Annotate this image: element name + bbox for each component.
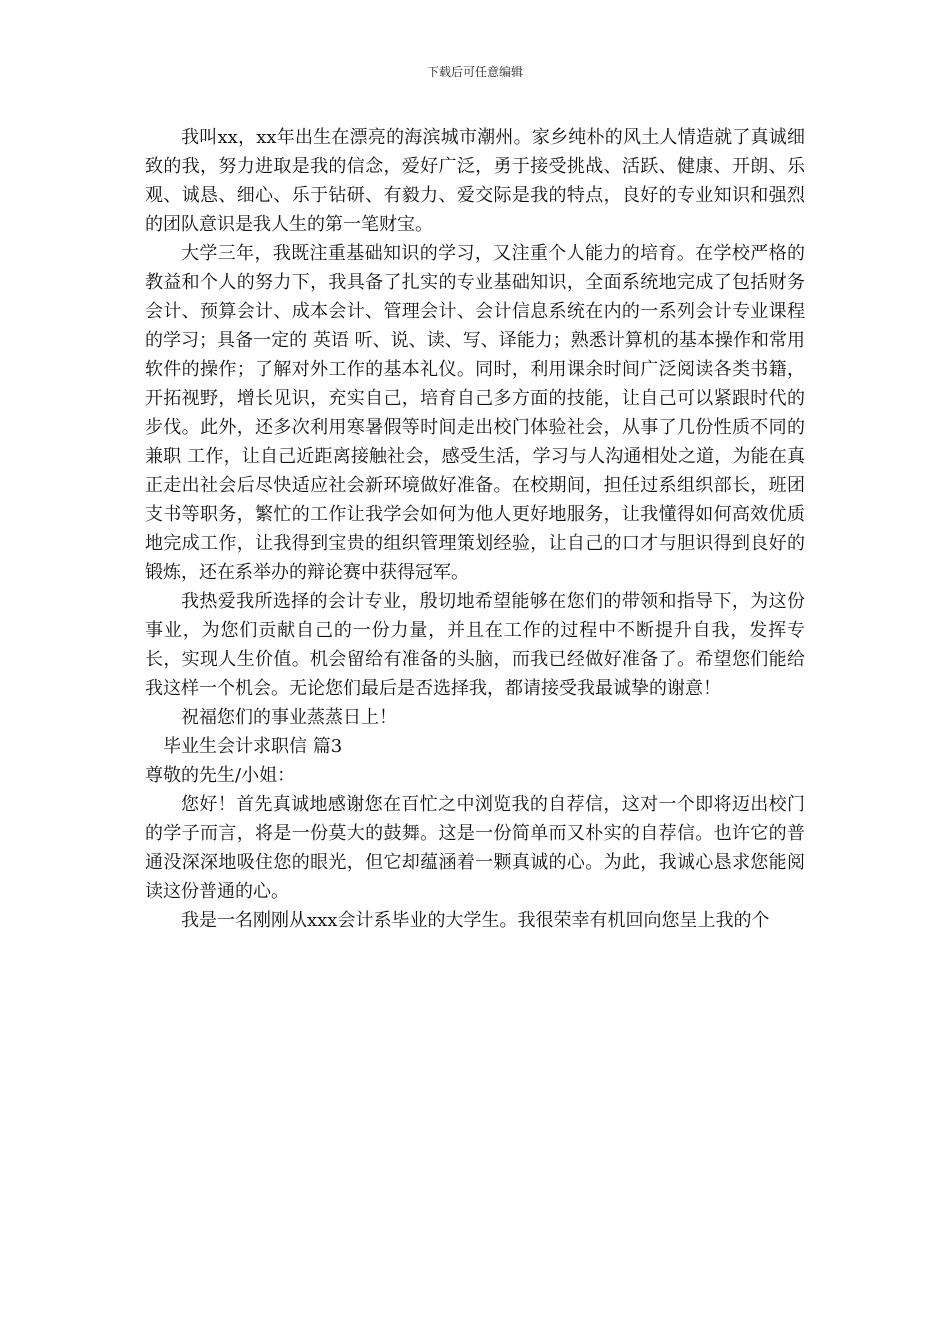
document-body	[145, 123, 811, 935]
paragraph-greeting: 您好！首先真诚地感谢您在百忙之中浏览我的自荐信，这对一个即将迈出校门的学子而言，将是一份莫大的鼓舞。这是一份简单而又朴实的自荐信。也许它的普通没深深地吸住您的眼光，但它却蕴涵着一颗真诚的心。为此，我诚心恳求您能阅读这份普通的心。	[145, 794, 805, 902]
paragraph-introduction: 我叫xx，xx年出生在漂亮的海滨城市潮州。家乡纯朴的风土人情造就了真诚细致的我，努力进取是我的信念，爱好广泛，勇于接受挑战、活跃、健康、开朗、乐观、诚恳、细心、乐于钻研、有毅力、爱交际是我的特点，良好的专业知识和强烈的团队意识是我人生的第一笔财宝。	[145, 127, 805, 235]
salutation: 尊敬的先生/小姐：	[145, 765, 296, 786]
paragraph-university: 大学三年，我既注重基础知识的学习，又注重个人能力的培育。在学校严格的教益和个人的努力下，我具备了扎实的专业基础知识，全面系统地完成了包括财务会计、预算会计、成本会计、管理会计、会计信息系统在内的一系列会计专业课程的学习；具备一定的 英语 听、说、读、写、译能力；熟悉计算机的基本操作和常用软件的操作；了解对外工作的基本礼仪。同时，利用课余时间广泛阅读各类书籍，开拓视野，增长见识，充实自己，培育自己多方面的技能，让自己可以紧跟时代的步伐。此外，还多次利用寒暑假等时间走出校门体验社会，从事了几份性质不同的 兼职 工作，让自己近距离接触社会，感受生活，学习与人沟通相处之道，为能在真正走出社会后尽快适应社会新环境做好准备。在校期间，担任过系组织部长，班团支书等职务，繁忙的工作让我学会如何为他人更好地服务，让我懂得如何高效优质地完成工作，让我得到宝贵的组织管理策划经验，让自己的口才与胆识得到良好的锻炼，还在系举办的辩论赛中获得冠军。	[145, 243, 811, 583]
section-title: 毕业生会计求职信 篇3	[163, 736, 343, 757]
paragraph-self-intro: 我是一名刚刚从xxx会计系毕业的大学生。我很荣幸有机回向您呈上我的个	[181, 910, 770, 931]
paragraph-blessing: 祝福您们的事业蒸蒸日上！	[181, 707, 397, 728]
page-header-note: 下载后可任意编辑	[426, 65, 523, 79]
paragraph-aspiration: 我热爱我所选择的会计专业，殷切地希望能够在您们的带领和指导下，为这份事业，为您们贡献自己的一份力量，并且在工作的过程中不断提升自我，发挥专长，实现人生价值。机会留给有准备的头脑，而我已经做好准备了。希望您们能给我这样一个机会。无论您们最后是否选择我，都请接受我最诚挚的谢意！	[145, 591, 805, 699]
